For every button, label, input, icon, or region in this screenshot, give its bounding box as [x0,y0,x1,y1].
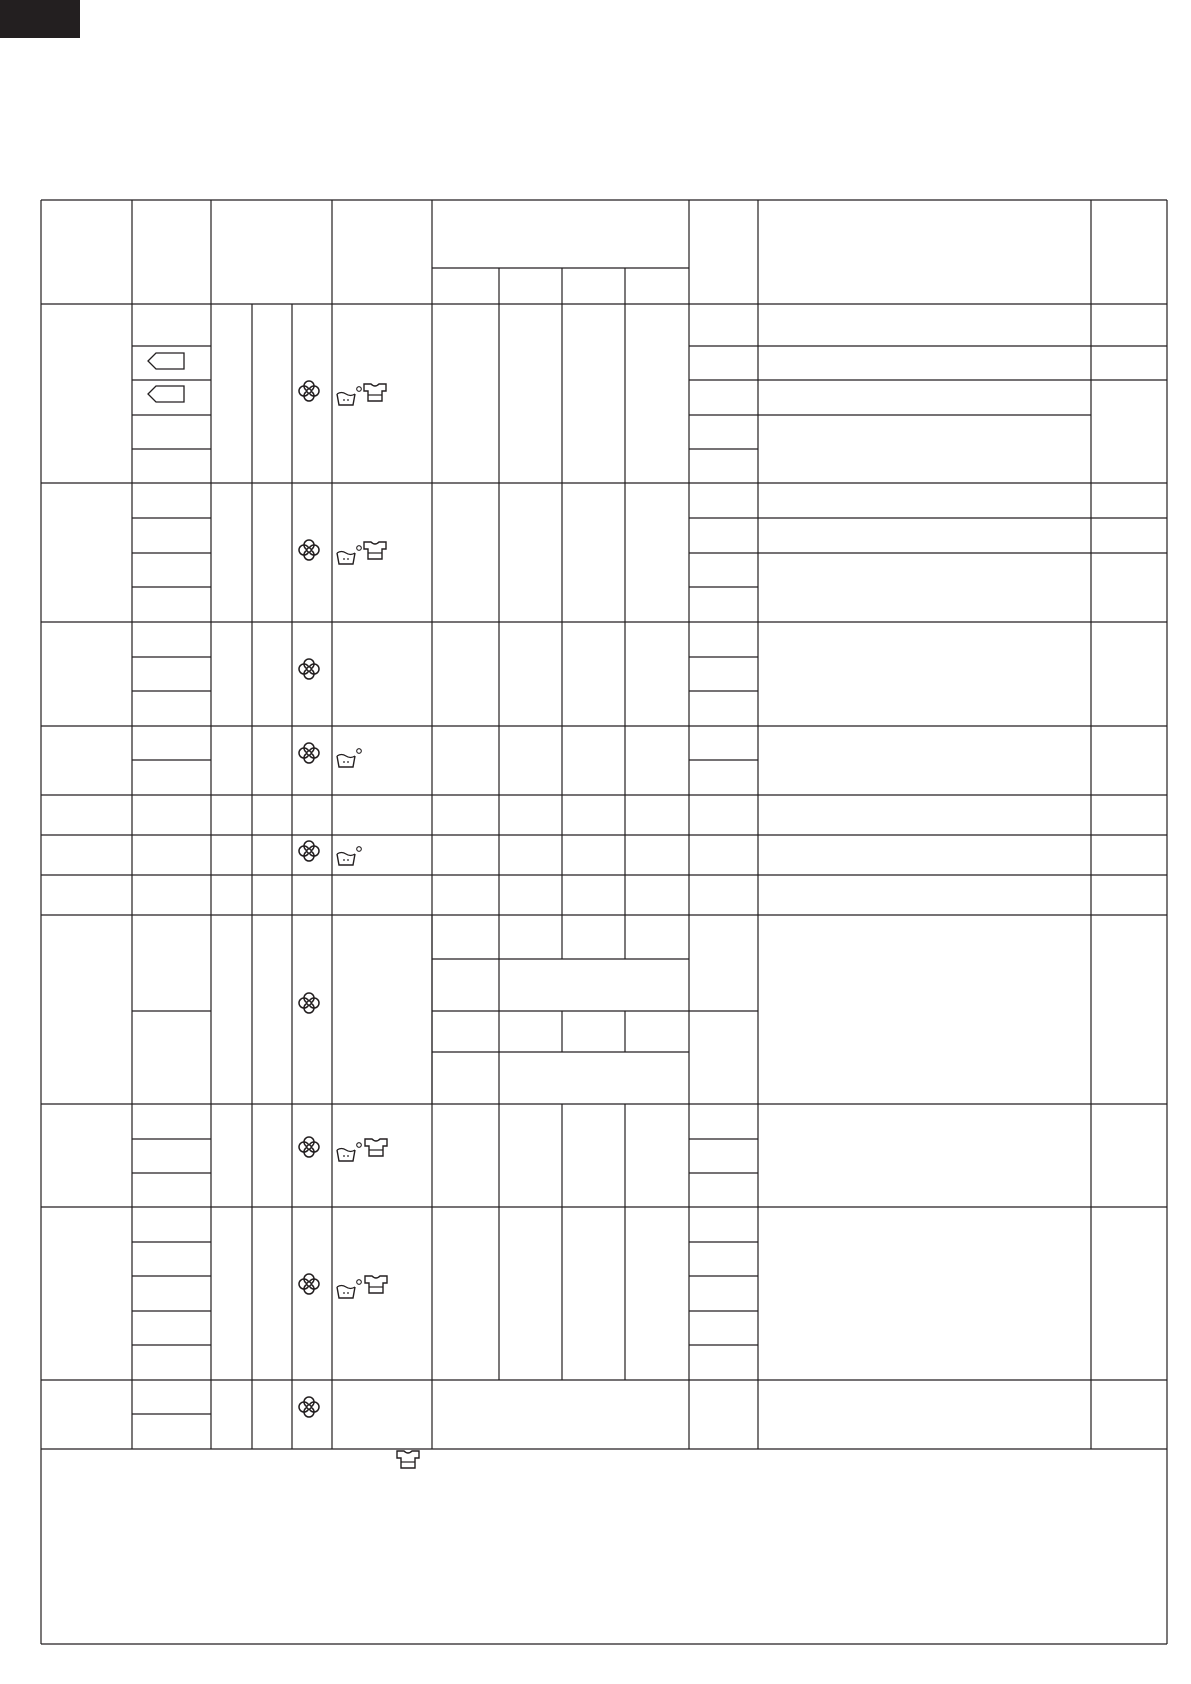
wash-tub-temperature-icon [337,1280,361,1298]
garment-shirt-icon [365,1139,387,1156]
wash-tub-temperature-icon [337,387,361,405]
fan-flower-icon [299,540,319,560]
wash-tub-temperature-icon [337,546,361,564]
wash-tub-temperature-icon [337,1143,361,1161]
fan-flower-icon [299,1137,319,1157]
garment-shirt-icon [364,384,386,401]
program-tag-icon [148,386,184,402]
icons-layer [148,353,419,1468]
garment-shirt-icon [397,1451,419,1468]
fan-flower-icon [299,993,319,1013]
wash-tub-temperature-icon [337,847,361,865]
garment-shirt-icon [364,542,386,559]
table-grid [41,200,1167,1644]
program-tag-icon [148,353,184,369]
fan-flower-icon [299,659,319,679]
fan-flower-icon [299,1397,319,1417]
fan-flower-icon [299,841,319,861]
fan-flower-icon [299,1274,319,1294]
wash-tub-temperature-icon [337,749,361,767]
garment-shirt-icon [365,1276,387,1293]
fan-flower-icon [299,381,319,401]
fan-flower-icon [299,743,319,763]
